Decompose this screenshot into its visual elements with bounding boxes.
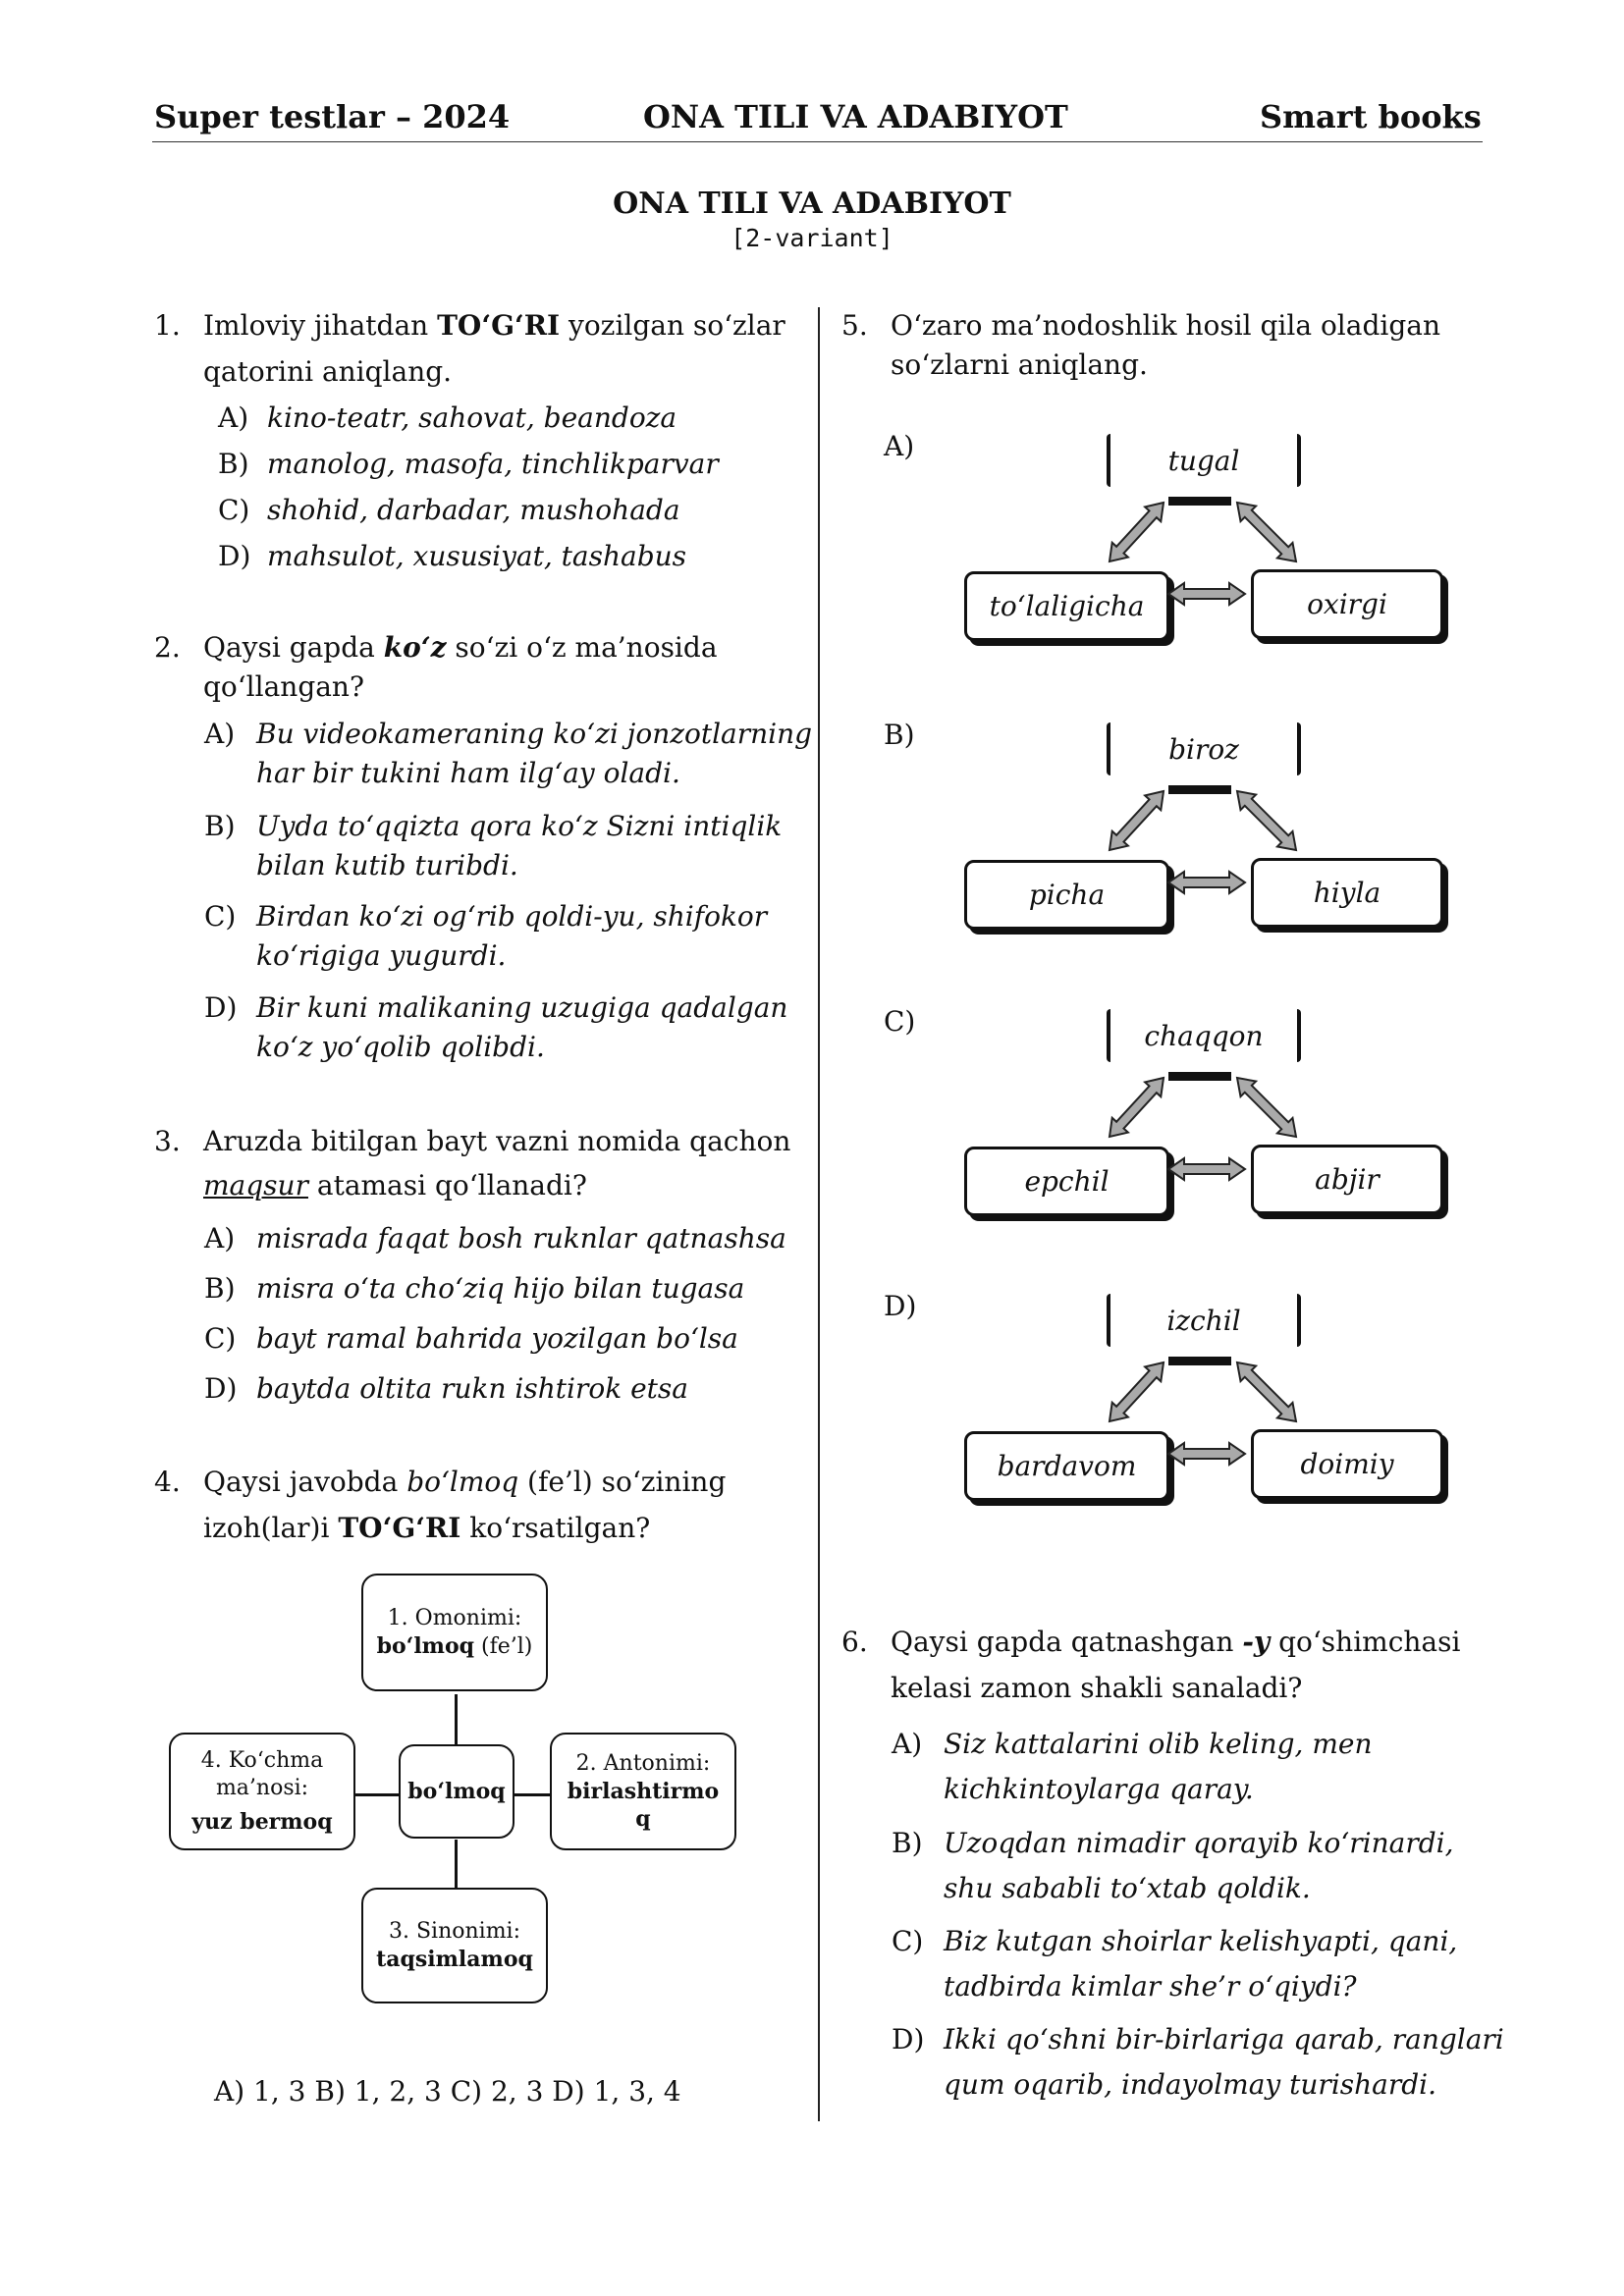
question-number: 4.: [154, 1466, 181, 1498]
question-5: [841, 302, 1509, 400]
connector-left: [353, 1793, 399, 1796]
q5-option-b-letter[interactable]: B): [884, 719, 915, 751]
q5-option-d-right-word: doimiy: [1251, 1429, 1443, 1499]
q5-option-d-letter[interactable]: D): [884, 1290, 917, 1322]
question-3: [154, 1118, 792, 1216]
page-title: ONA TILI VA ADABIYOT: [613, 187, 1011, 221]
variant-label: [2-variant]: [731, 224, 893, 252]
left-link-arrow: [1110, 1078, 1164, 1137]
question-text: Qaysi gapda qatnashgan -y qo‘shimchasi: [891, 1626, 1461, 1658]
question-number: 6.: [841, 1626, 868, 1658]
question-text: O‘zaro ma’nodoshlik hosil qila oladigan: [891, 309, 1440, 342]
diagram-node-center: bo‘lmoq: [399, 1744, 514, 1839]
q5-option-a-top-word: tugal: [1107, 434, 1301, 487]
left-link-arrow: [1110, 1362, 1164, 1421]
q5-option-c-arrows: [1100, 1073, 1394, 1210]
question-text: Imloviy jihatdan TO‘G‘RI yozilgan so‘zlar: [203, 309, 785, 342]
question-text-line2: izoh(lar)i TO‘G‘RI ko‘rsatilgan?: [203, 1512, 651, 1544]
q5-option-b-top-word: biroz: [1107, 722, 1301, 775]
q5-option-a-right-word: oxirgi: [1251, 569, 1443, 639]
question-number: 2.: [154, 631, 181, 664]
connector-right: [514, 1793, 550, 1796]
column-divider: [818, 307, 820, 2121]
header-right: Smart books: [1260, 98, 1482, 135]
left-link-arrow: [1110, 791, 1164, 850]
q5-option-b-right-word: hiyla: [1251, 858, 1443, 928]
diagram-node-antonim: 2. Antonimi: birlashtirmo q: [550, 1733, 736, 1850]
question-4: [154, 1459, 792, 1557]
q5-option-c-letter[interactable]: C): [884, 1005, 916, 1038]
bottom-link-arrow: [1168, 583, 1245, 605]
question-number: 5.: [841, 309, 868, 342]
bottom-link-arrow: [1168, 872, 1245, 893]
question-6: [841, 1619, 1509, 1717]
q5-option-b-arrows: [1100, 786, 1394, 924]
question-number: 1.: [154, 309, 181, 342]
diagram-node-kochma: 4. Ko‘chma ma’nosi: yuz bermoq: [169, 1733, 355, 1850]
question-text-line2: maqsur atamasi qo‘llanadi?: [203, 1169, 587, 1201]
q5-option-d-left-word: bardavom: [964, 1431, 1169, 1501]
right-link-arrow: [1237, 1362, 1296, 1421]
question-text-line2: so‘zlarni aniqlang.: [891, 348, 1148, 381]
question-2: [154, 624, 792, 713]
q5-option-d-top-word: izchil: [1107, 1294, 1301, 1347]
q5-option-a-left-word: to‘laligicha: [964, 571, 1169, 641]
question-text-line2: qo‘llangan?: [203, 670, 364, 703]
header-center: ONA TILI VA ADABIYOT: [643, 98, 1068, 135]
question-number: 3.: [154, 1125, 181, 1157]
diagram-node-omonim: 1. Omonimi: bo‘lmoq (fe’l): [361, 1574, 548, 1691]
left-link-arrow: [1110, 503, 1164, 561]
question-text: Qaysi gapda ko‘z so‘zi o‘z ma’nosida: [203, 631, 718, 664]
right-link-arrow: [1237, 791, 1296, 850]
diagram-node-sinonim: 3. Sinonimi: taqsimlamoq: [361, 1888, 548, 2003]
q5-option-c-right-word: abjir: [1251, 1145, 1443, 1214]
bottom-link-arrow: [1168, 1158, 1245, 1180]
question-text-line2: kelasi zamon shakli sanaladi?: [891, 1672, 1303, 1704]
q5-option-c-left-word: epchil: [964, 1147, 1169, 1216]
q5-option-a-arrows: [1100, 498, 1394, 635]
q5-option-b-left-word: picha: [964, 860, 1169, 930]
header-rule: [152, 141, 1483, 142]
connector-bottom: [455, 1840, 458, 1891]
question-1: [154, 302, 792, 400]
header-left: Super testlar – 2024: [154, 98, 511, 135]
question-text: Qaysi javobda bo‘lmoq (fe’l) so‘zining: [203, 1466, 727, 1498]
q5-option-c-top-word: chaqqon: [1107, 1009, 1301, 1062]
right-link-arrow: [1237, 503, 1296, 561]
q5-option-a-letter[interactable]: A): [884, 430, 915, 462]
connector-top: [455, 1694, 458, 1747]
q4-answer-options[interactable]: A) 1, 3 B) 1, 2, 3 C) 2, 3 D) 1, 3, 4: [214, 2075, 681, 2108]
bottom-link-arrow: [1168, 1443, 1245, 1465]
question-text: Aruzda bitilgan bayt vazni nomida qachon: [203, 1125, 791, 1157]
question-text-line2: qatorini aniqlang.: [203, 355, 453, 388]
right-link-arrow: [1237, 1078, 1296, 1137]
q5-option-d-arrows: [1100, 1358, 1394, 1495]
